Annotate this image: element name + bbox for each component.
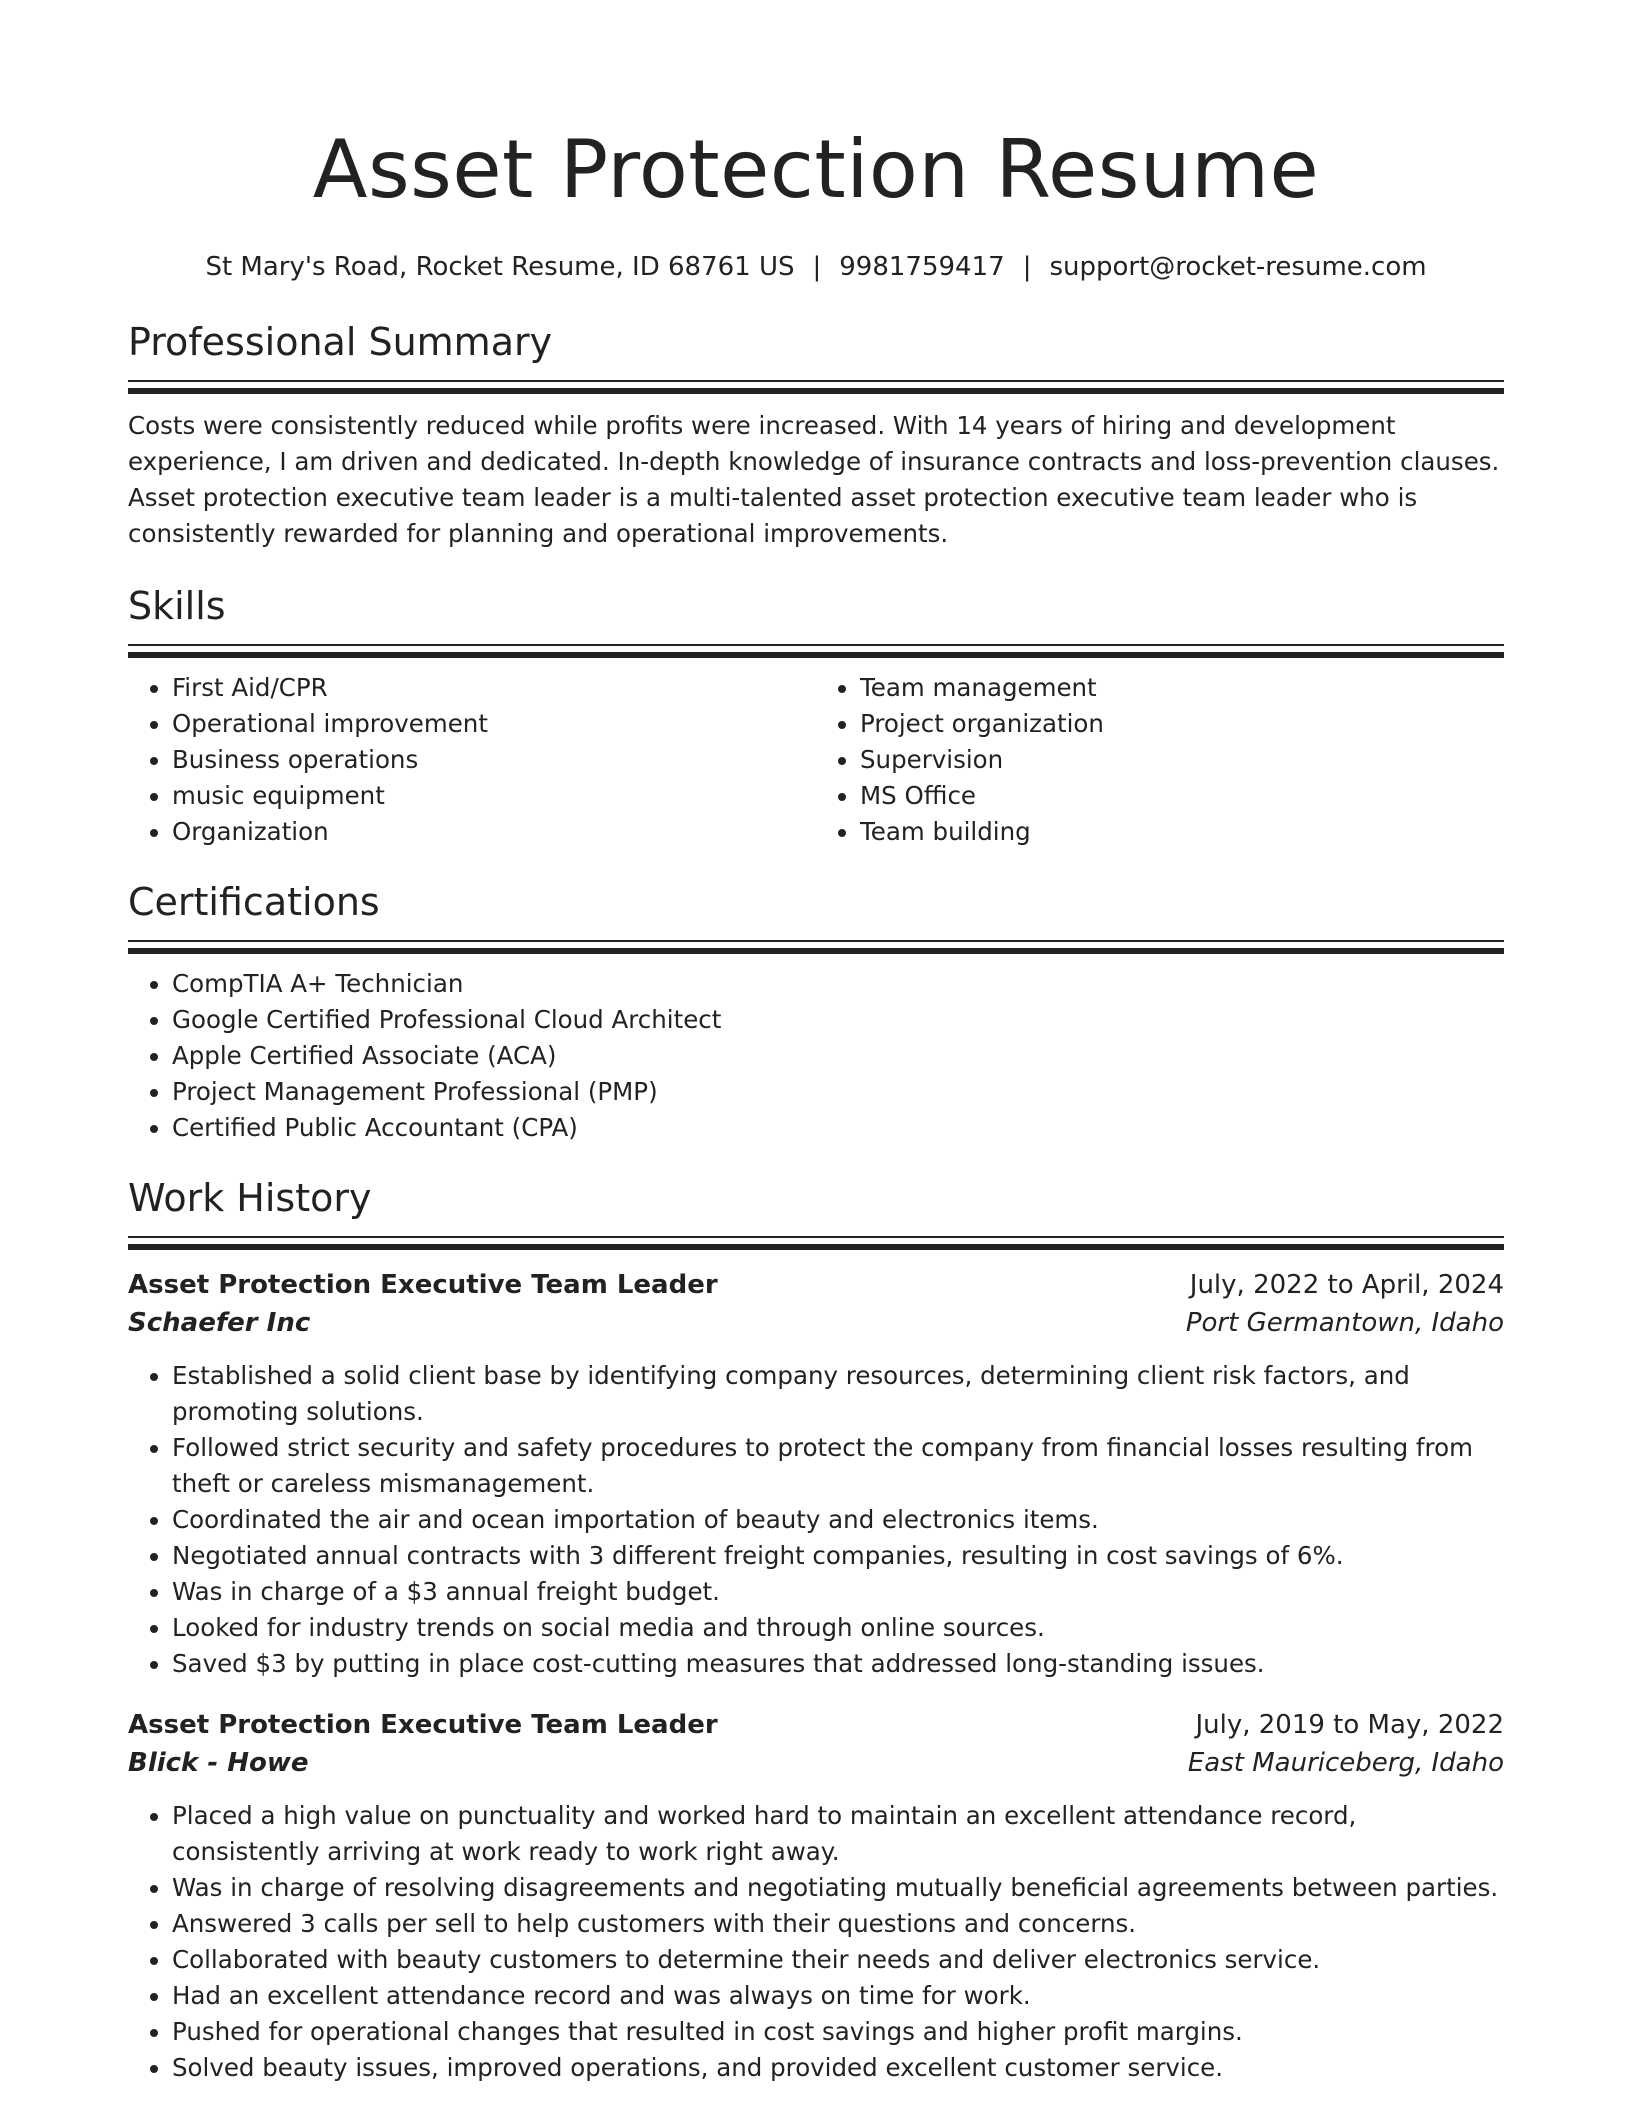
job-bullet: • Collaborated with beauty customers to determine their needs and deliver electronics service.: [172, 1942, 1504, 1978]
job-bullets: [128, 1358, 1504, 1682]
job-dates: July, 2019 to May, 2022: [1195, 1710, 1504, 1740]
certifications-heading: Certifications: [128, 880, 380, 924]
skill-item: • Team building: [860, 814, 1504, 850]
skills-heading: Skills: [128, 584, 226, 628]
contact-line: [128, 250, 1504, 284]
job-bullet: • Saved $3 by putting in place cost-cutting measures that addressed long-standing issues.: [172, 1646, 1504, 1682]
summary-section: [128, 318, 1504, 552]
contact-phone: 9981759417: [839, 252, 1005, 282]
certification-item: • Certified Public Accountant (CPA): [172, 1110, 1504, 1146]
job-bullet: • Looked for industry trends on social media and through online sources.: [172, 1610, 1504, 1646]
skill-item: • First Aid/CPR: [172, 670, 816, 706]
certifications-section: [128, 878, 1504, 1146]
skill-item: • Organization: [172, 814, 816, 850]
skill-item: • Project organization: [860, 706, 1504, 742]
job-company: Blick - Howe: [128, 1748, 309, 1778]
work-history-heading: Work History: [128, 1176, 372, 1220]
job-subheader: [128, 1744, 1504, 1782]
section-divider: [128, 380, 1504, 394]
contact-separator: |: [1022, 252, 1032, 282]
skills-section: [128, 582, 1504, 850]
skills-list-left: [128, 670, 816, 850]
work-history-section: [128, 1174, 1504, 2086]
certification-item: • Project Management Professional (PMP): [172, 1074, 1504, 1110]
job-header: [128, 1266, 1504, 1304]
job-bullet: • Pushed for operational changes that resulted in cost savings and higher profit margins.: [172, 2014, 1504, 2050]
skill-item: • Business operations: [172, 742, 816, 778]
job-bullet: • Had an excellent attendance record and was always on time for work.: [172, 1978, 1504, 2014]
page-title: Asset Protection Resume: [312, 123, 1320, 216]
job-bullet: • Placed a high value on punctuality and worked hard to maintain an excellent attendance record, consistently arriving at work ready to work right away.: [172, 1798, 1504, 1870]
job-bullet: • Followed strict security and safety procedures to protect the company from financial losses resulting from theft or careless mismanagement.: [172, 1430, 1504, 1502]
contact-separator: |: [812, 252, 822, 282]
job-bullet: • Answered 3 calls per sell to help customers with their questions and concerns.: [172, 1906, 1504, 1942]
job-dates: July, 2022 to April, 2024: [1189, 1270, 1504, 1300]
skills-columns: [128, 658, 1504, 850]
skill-item: • MS Office: [860, 778, 1504, 814]
job-subheader: [128, 1304, 1504, 1342]
certification-item: • Apple Certified Associate (ACA): [172, 1038, 1504, 1074]
contact-email: support@rocket-resume.com: [1049, 252, 1427, 282]
summary-text: Costs were consistently reduced while profits were increased. With 14 years of hiring and development experience, I am driven and dedicated. In-depth knowledge of insurance contracts and loss-prevention clauses. Asset protection executive team leader is a multi-talented asset protection executive team leader who is consistently rewarded for planning and operational improvements.: [128, 411, 1500, 548]
section-divider: [128, 644, 1504, 658]
skill-item: • Supervision: [860, 742, 1504, 778]
job-bullet: • Negotiated annual contracts with 3 different freight companies, resulting in cost savings of 6%.: [172, 1538, 1504, 1574]
certification-item: • Google Certified Professional Cloud Architect: [172, 1002, 1504, 1038]
job-bullets: [128, 1798, 1504, 2086]
job-bullet: • Established a solid client base by identifying company resources, determining client risk factors, and promoting solutions.: [172, 1358, 1504, 1430]
skill-item: • Operational improvement: [172, 706, 816, 742]
job-location: Port Germantown, Idaho: [1185, 1308, 1504, 1338]
job-location: East Mauriceberg, Idaho: [1187, 1748, 1504, 1778]
job-title: Asset Protection Executive Team Leader: [128, 1270, 718, 1300]
skill-item: • Team management: [860, 670, 1504, 706]
job-header: [128, 1706, 1504, 1744]
job-bullet: • Coordinated the air and ocean importation of beauty and electronics items.: [172, 1502, 1504, 1538]
skill-item: • music equipment: [172, 778, 816, 814]
certification-item: • CompTIA A+ Technician: [172, 966, 1504, 1002]
job-entry: [128, 1706, 1504, 2086]
section-divider: [128, 940, 1504, 954]
contact-address: St Mary's Road, Rocket Resume, ID 68761 US: [205, 252, 795, 282]
summary-heading: Professional Summary: [128, 320, 553, 364]
job-company: Schaefer Inc: [128, 1308, 311, 1338]
skills-column-right: [816, 658, 1504, 850]
skills-list-right: [816, 670, 1504, 850]
job-bullet: • Was in charge of a $3 annual freight budget.: [172, 1574, 1504, 1610]
certifications-list: [128, 966, 1504, 1146]
skills-column-left: [128, 658, 816, 850]
job-entry: [128, 1266, 1504, 1682]
job-bullet: • Was in charge of resolving disagreements and negotiating mutually beneficial agreements between parties.: [172, 1870, 1504, 1906]
section-divider: [128, 1236, 1504, 1250]
job-title: Asset Protection Executive Team Leader: [128, 1710, 718, 1740]
job-bullet: • Solved beauty issues, improved operations, and provided excellent customer service.: [172, 2050, 1504, 2086]
